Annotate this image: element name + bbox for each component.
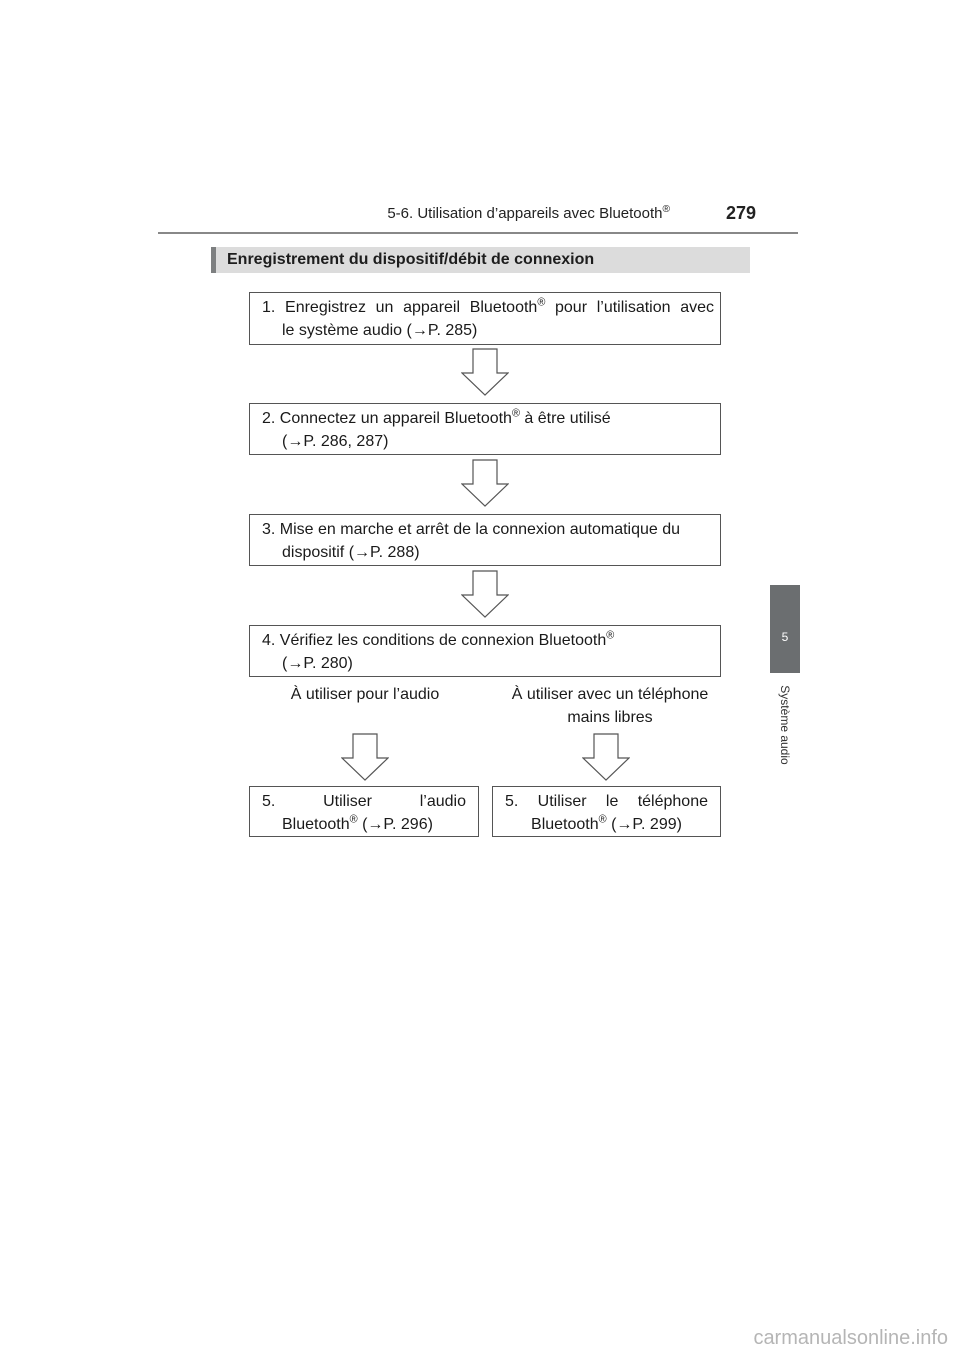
step-4-line-1 — [262, 629, 714, 652]
step-2-line-2: (→P. 286, 287) — [282, 433, 389, 450]
step-1-line-1 — [262, 296, 714, 319]
step-1-text-b: pour l’utilisation avec — [545, 299, 714, 316]
step-3-line-2: dispositif (→P. 288) — [282, 544, 420, 561]
flow-arrow-down-icon — [461, 348, 509, 396]
page-header-title — [387, 205, 670, 222]
flow-arrow-down-icon — [341, 733, 389, 781]
step-2-text-a: 2. Connectez un appareil Bluetooth — [262, 410, 512, 427]
registered-mark: ® — [537, 296, 546, 309]
step-2-text-b: à être utilisé — [519, 410, 611, 427]
flow-step-4 — [249, 625, 721, 677]
step-5-audio-text-a: Bluetooth — [282, 816, 350, 833]
step-1-text-a: 1. Enregistrez un appareil Bluetooth — [262, 299, 538, 316]
step-3-line-1: 3. Mise en marche et arrêt de la connexion automatique du — [262, 521, 681, 538]
step-5-audio-line-2 — [262, 813, 466, 836]
branch-label-phone-line-2: mains libres — [567, 709, 653, 726]
registered-mark: ® — [511, 407, 520, 420]
flow-step-3 — [249, 514, 721, 566]
registered-mark: ® — [606, 629, 615, 642]
flow-step-2 — [249, 403, 721, 455]
registered-mark: ® — [662, 204, 670, 215]
page-number: 279 — [726, 203, 757, 223]
flow-arrow-down-icon — [461, 570, 509, 618]
registered-mark: ® — [349, 813, 358, 826]
step-4-line-2: (→P. 280) — [282, 655, 353, 672]
step-5-audio-line-1: 5. Utiliser l’audio — [262, 793, 466, 810]
step-5-audio-text-b: (→P. 296) — [357, 816, 433, 833]
watermark: carmanualsonline.info — [753, 1327, 948, 1349]
chapter-tab-number: 5 — [781, 630, 789, 644]
branch-label-phone — [496, 683, 724, 729]
step-2-line-1 — [262, 407, 714, 430]
step-5-phone-line-2 — [505, 813, 708, 836]
flow-arrow-down-icon — [461, 459, 509, 507]
flow-arrow-down-icon — [582, 733, 630, 781]
step-5-phone-line-1: 5. Utiliser le téléphone — [505, 793, 708, 810]
flow-step-5-audio — [249, 786, 479, 837]
chapter-tab-label: Système audio — [778, 685, 792, 765]
flow-step-1 — [249, 292, 721, 345]
section-heading — [211, 247, 750, 273]
section-heading-text: Enregistrement du dispositif/débit de connexion — [227, 251, 595, 268]
flow-step-5-phone — [492, 786, 721, 837]
branch-label-phone-line-1: À utiliser avec un téléphone — [511, 686, 709, 703]
step-5-phone-text-a: Bluetooth — [531, 816, 599, 833]
step-1-line-2: le système audio (→P. 285) — [282, 322, 478, 339]
branch-label-audio: À utiliser pour l’audio — [290, 686, 440, 703]
chapter-tab[interactable] — [770, 585, 800, 673]
header-title-text: 5-6. Utilisation d’appareils avec Bluetooth — [387, 205, 663, 222]
step-5-phone-text-b: (→P. 299) — [606, 816, 682, 833]
step-4-text-a: 4. Vérifiez les conditions de connexion Bluetooth — [262, 632, 607, 649]
header-divider — [158, 232, 798, 234]
registered-mark: ® — [598, 813, 607, 826]
